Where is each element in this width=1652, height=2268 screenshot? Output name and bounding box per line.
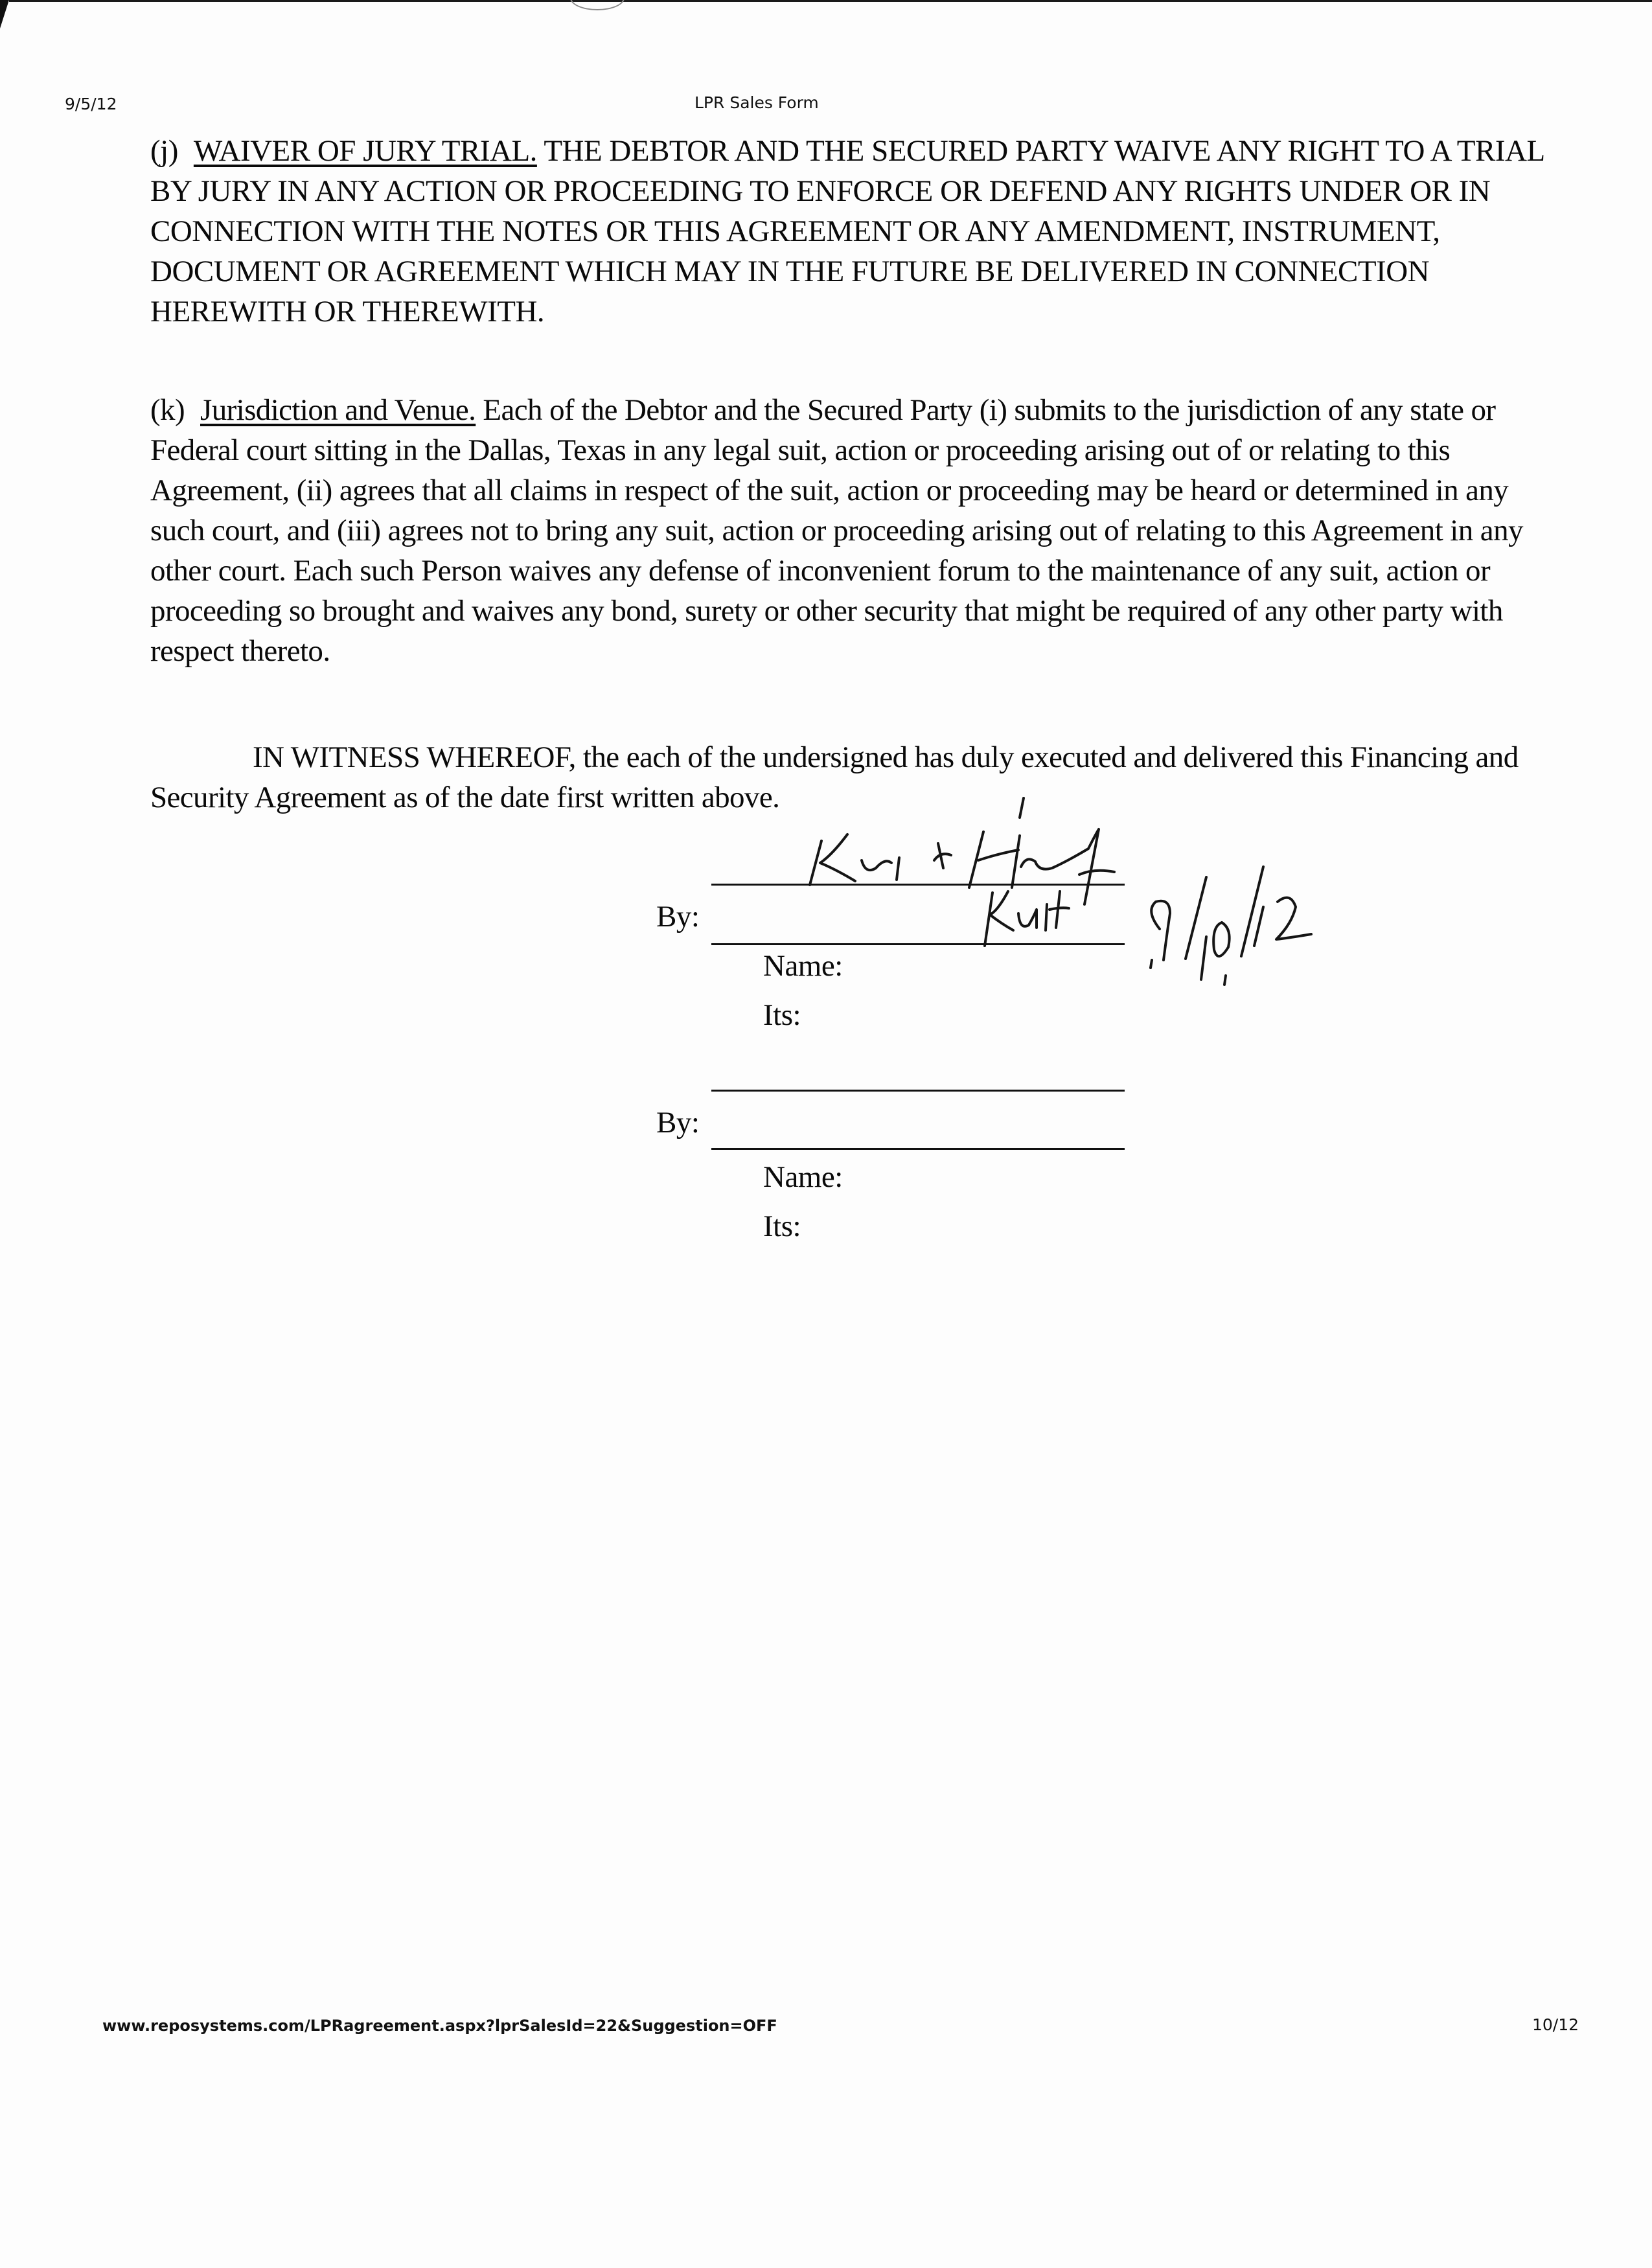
section-k-heading: Jurisdiction and Venue.: [200, 393, 476, 427]
witness-text: IN WITNESS WHEREOF, the each of the undersigned has duly executed and delivered this Financing and Security Agreement as of the date first written above.: [150, 740, 1519, 814]
section-k-jurisdiction: [150, 390, 1556, 671]
header-title: LPR Sales Form: [694, 93, 819, 112]
its-label-1: Its:: [763, 998, 801, 1032]
by-label-2: By:: [656, 1106, 700, 1140]
scan-artifact-corner: [0, 0, 9, 29]
scan-artifact-arc: [570, 0, 625, 10]
its-label-2: Its:: [763, 1209, 801, 1243]
handwritten-signature-icon: [764, 777, 1322, 1011]
signature-line-by-2: [711, 1148, 1125, 1150]
footer-page-number: 10/12: [1532, 2015, 1579, 2034]
section-j-heading: WAIVER OF JURY TRIAL.: [193, 134, 537, 168]
footer-url: www.reposystems.com/LPRagreement.aspx?lprSalesId=22&Suggestion=OFF: [102, 2017, 777, 2035]
header-date: 9/5/12: [65, 95, 117, 113]
name-label-2: Name:: [763, 1160, 843, 1194]
scan-artifact-top-edge: [9, 0, 1652, 2]
name-label-1: Name:: [763, 949, 843, 983]
section-j-text: THE DEBTOR AND THE SECURED PARTY WAIVE ANY RIGHT TO A TRIAL BY JURY IN ANY ACTION OR PROCEEDING TO ENFORCE OR DEFEND ANY RIGHTS UNDER OR IN CONNECTION WITH THE NOTES OR THIS AGREEMENT OR ANY AMENDMENT, INSTRUMENT, DOCUMENT OR AGREEMENT WHICH MAY IN THE FUTURE BE DELIVERED IN CONNECTION HEREWITH OR THEREWITH.: [150, 134, 1544, 328]
signature-line-top-2: [711, 1090, 1125, 1092]
section-j-waiver: [150, 131, 1556, 332]
by-label-1: By:: [656, 900, 700, 934]
section-k-label: (k): [150, 393, 185, 427]
section-k-text: Each of the Debtor and the Secured Party (i) submits to the jurisdiction of any state or Federal court sitting in the Dallas, Texas in any legal suit, action or proceeding arising out of or relating to this Agreement, (ii) agrees that all claims in respect of the suit, action or proceeding may be heard or determined in any such court, and (iii) agrees not to bring any suit, action or proceeding arising out of relating to this Agreement in any other court. Each such Person waives any defense of inconvenient forum to the maintenance of any suit, action or proceeding so brought and waives any bond, surety or other security that might be required of any other party with respect thereto.: [150, 393, 1523, 668]
section-j-label: (j): [150, 134, 178, 168]
